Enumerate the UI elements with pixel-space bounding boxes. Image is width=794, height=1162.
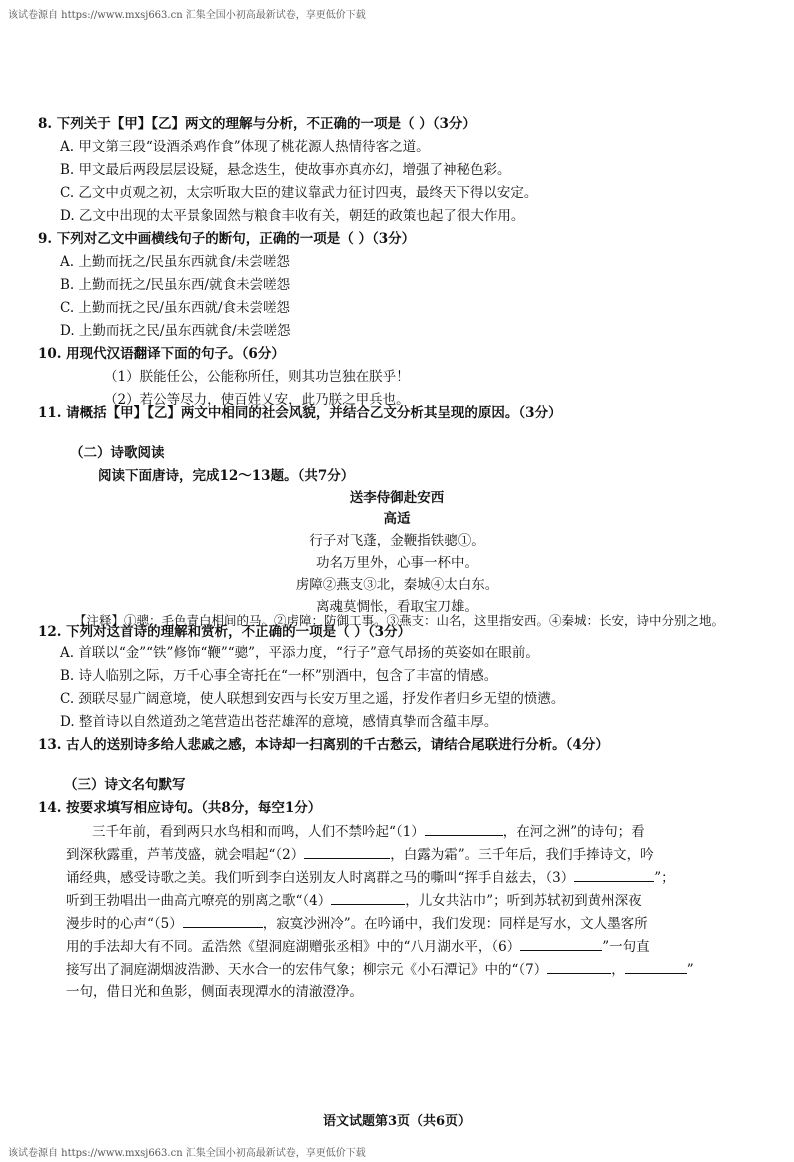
answer-blank-2[interactable] xyxy=(304,844,390,859)
q14-line-5: 漫步时的心声“（5） ，寂寞沙洲冷”。在吟诵中，我们发现：同样是写水，文人墨客所 xyxy=(66,913,648,934)
q12-option-a: A. 首联以“金”“铁”修饰“鞭”“骢”，平添力度，“行子”意气昂扬的英姿如在眼前。 xyxy=(60,645,539,661)
source-footer: 该试卷源自 https://www.mxsj663.cn 汇集全国小初高最新试卷，享更低价下载 xyxy=(8,1148,366,1159)
poem-author: 高适 xyxy=(383,511,411,527)
poem-line-4: 离魂莫惆怅，看取宝刀雄。 xyxy=(316,599,478,615)
q9-option-c: C. 上勤而抚之民/虽东西就/食未尝嗟怨 xyxy=(60,300,291,316)
q14-line-1: 三千年前，看到两只水鸟相和而鸣，人们不禁吟起“（1） ，在河之洲”的诗句；看 xyxy=(92,821,645,842)
poem-line-1: 行子对飞蓬，金鞭指铁骢①。 xyxy=(309,533,485,549)
section-3-title: （三）诗文名句默写 xyxy=(64,777,186,793)
q13-stem: 13. 古人的送别诗多给人悲戚之感，本诗却一扫离别的千古愁云，请结合尾联进行分析。（4分） xyxy=(38,737,609,753)
q12-option-c: C. 颈联尽显广阔意境，使人联想到安西与长安万里之遥，抒发作者归乡无望的愤懑。 xyxy=(60,691,565,707)
section-2-intro: 阅读下面唐诗，完成12～13题。（共7分） xyxy=(98,468,355,484)
q14-stem: 14. 按要求填写相应诗句。（共8分，每空1分） xyxy=(38,800,322,816)
q9-option-a: A. 上勤而抚之/民虽东西就食/未尝嗟怨 xyxy=(60,254,290,270)
q8-stem: 8. 下列关于【甲】【乙】两文的理解与分析，不正确的一项是（ ）（3分） xyxy=(38,116,476,132)
q14-line-8: 一句，借日光和鱼影，侧面表现潭水的清澈澄净。 xyxy=(66,984,363,1000)
q12-option-b: B. 诗人临别之际，万千心事全寄托在“一杯”别酒中，包含了丰富的情感。 xyxy=(60,668,498,684)
q10-stem: 10. 用现代汉语翻译下面的句子。（6分） xyxy=(38,346,285,362)
q11-stem: 11. 请概括【甲】【乙】两文中相同的社会风貌，并结合乙文分析其呈现的原因。（3分） xyxy=(38,405,562,421)
answer-blank-6[interactable] xyxy=(520,936,602,951)
q14-line-4: 听到王勃唱出一曲高亢嘹亮的别离之歌“（4） ，儿女共沾巾”；听到苏轼初到黄州深夜 xyxy=(66,890,642,911)
answer-blank-7a[interactable] xyxy=(547,959,611,974)
poem-title: 送李侍御赴安西 xyxy=(349,490,445,506)
q14-line-6: 用的手法却大有不同。孟浩然《望洞庭湖赠张丞相》中的“八月湖水平，（6） ”一句直 xyxy=(66,936,650,957)
q12-option-d: D. 整首诗以自然道劲之笔营造出苍茫雄浑的意境，感情真挚而含蕴丰厚。 xyxy=(60,714,498,730)
q10-sentence-1: （1）朕能任公，公能称所任，则其功岂独在朕乎！ xyxy=(104,369,410,385)
page-number: 语文试题第3页（共6页） xyxy=(322,1114,472,1129)
q9-stem: 9. 下列对乙文中画横线句子的断句，正确的一项是（ ）（3分） xyxy=(38,231,416,247)
q12-stem: 12. 下列对这首诗的理解和赏析，不正确的一项是（ ）（3分） xyxy=(38,624,412,640)
q14-line-7: 接写出了洞庭湖烟波浩渺、天水合一的宏伟气象；柳宗元《小石潭记》中的“（7） ， ” xyxy=(66,959,694,980)
q14-line-2: 到深秋露重，芦苇茂盛，就会唱起“（2） ，白露为霜”。三千年后，我们手捧诗文，吟 xyxy=(66,844,654,865)
q9-option-d: D. 上勤而抚之民/虽东西就食/未尝嗟怨 xyxy=(60,323,291,339)
q8-option-c: C. 乙文中贞观之初，太宗听取大臣的建议靠武力征讨四夷，最终天下得以安定。 xyxy=(60,185,538,201)
answer-blank-1[interactable] xyxy=(425,821,503,836)
answer-blank-3[interactable] xyxy=(574,867,654,882)
answer-blank-7b[interactable] xyxy=(625,959,687,974)
q8-option-b: B. 甲文最后两段层层设疑，悬念迭生，使故事亦真亦幻，增强了神秘色彩。 xyxy=(60,162,511,178)
poem-annotation: 【注释】①骢：毛色青白相间的马。②虏障：防御工事。③燕支：山名，这里指安西。④秦城：长安，诗中分别之地。 xyxy=(74,613,725,628)
q8-option-d: D. 乙文中出现的太平景象固然与粮食丰收有关，朝廷的政策也起了很大作用。 xyxy=(60,208,525,224)
q10-sentence-2: （2）若公等尽力，使百姓乂安，此乃朕之甲兵也。 xyxy=(104,392,410,408)
poem-line-2: 功名万里外，心事一杯中。 xyxy=(316,555,478,571)
answer-blank-4[interactable] xyxy=(331,890,405,905)
answer-blank-5[interactable] xyxy=(183,913,263,928)
q14-line-3: 诵经典，感受诗歌之美。我们听到李白送别友人时离群之马的嘶叫“挥手自兹去，（3） ”； xyxy=(66,867,675,888)
q9-option-b: B. 上勤而抚之/民虽东西/就食未尝嗟怨 xyxy=(60,277,291,293)
section-2-title: （二）诗歌阅读 xyxy=(70,445,165,461)
q8-option-a: A. 甲文第三段“设酒杀鸡作食”体现了桃花源人热情待客之道。 xyxy=(60,139,430,155)
source-header: 该试卷源自 https://www.mxsj663.cn 汇集全国小初高最新试卷，享更低价下载 xyxy=(8,10,366,21)
poem-line-3: 虏障②燕支③北，秦城④太白东。 xyxy=(295,577,499,593)
